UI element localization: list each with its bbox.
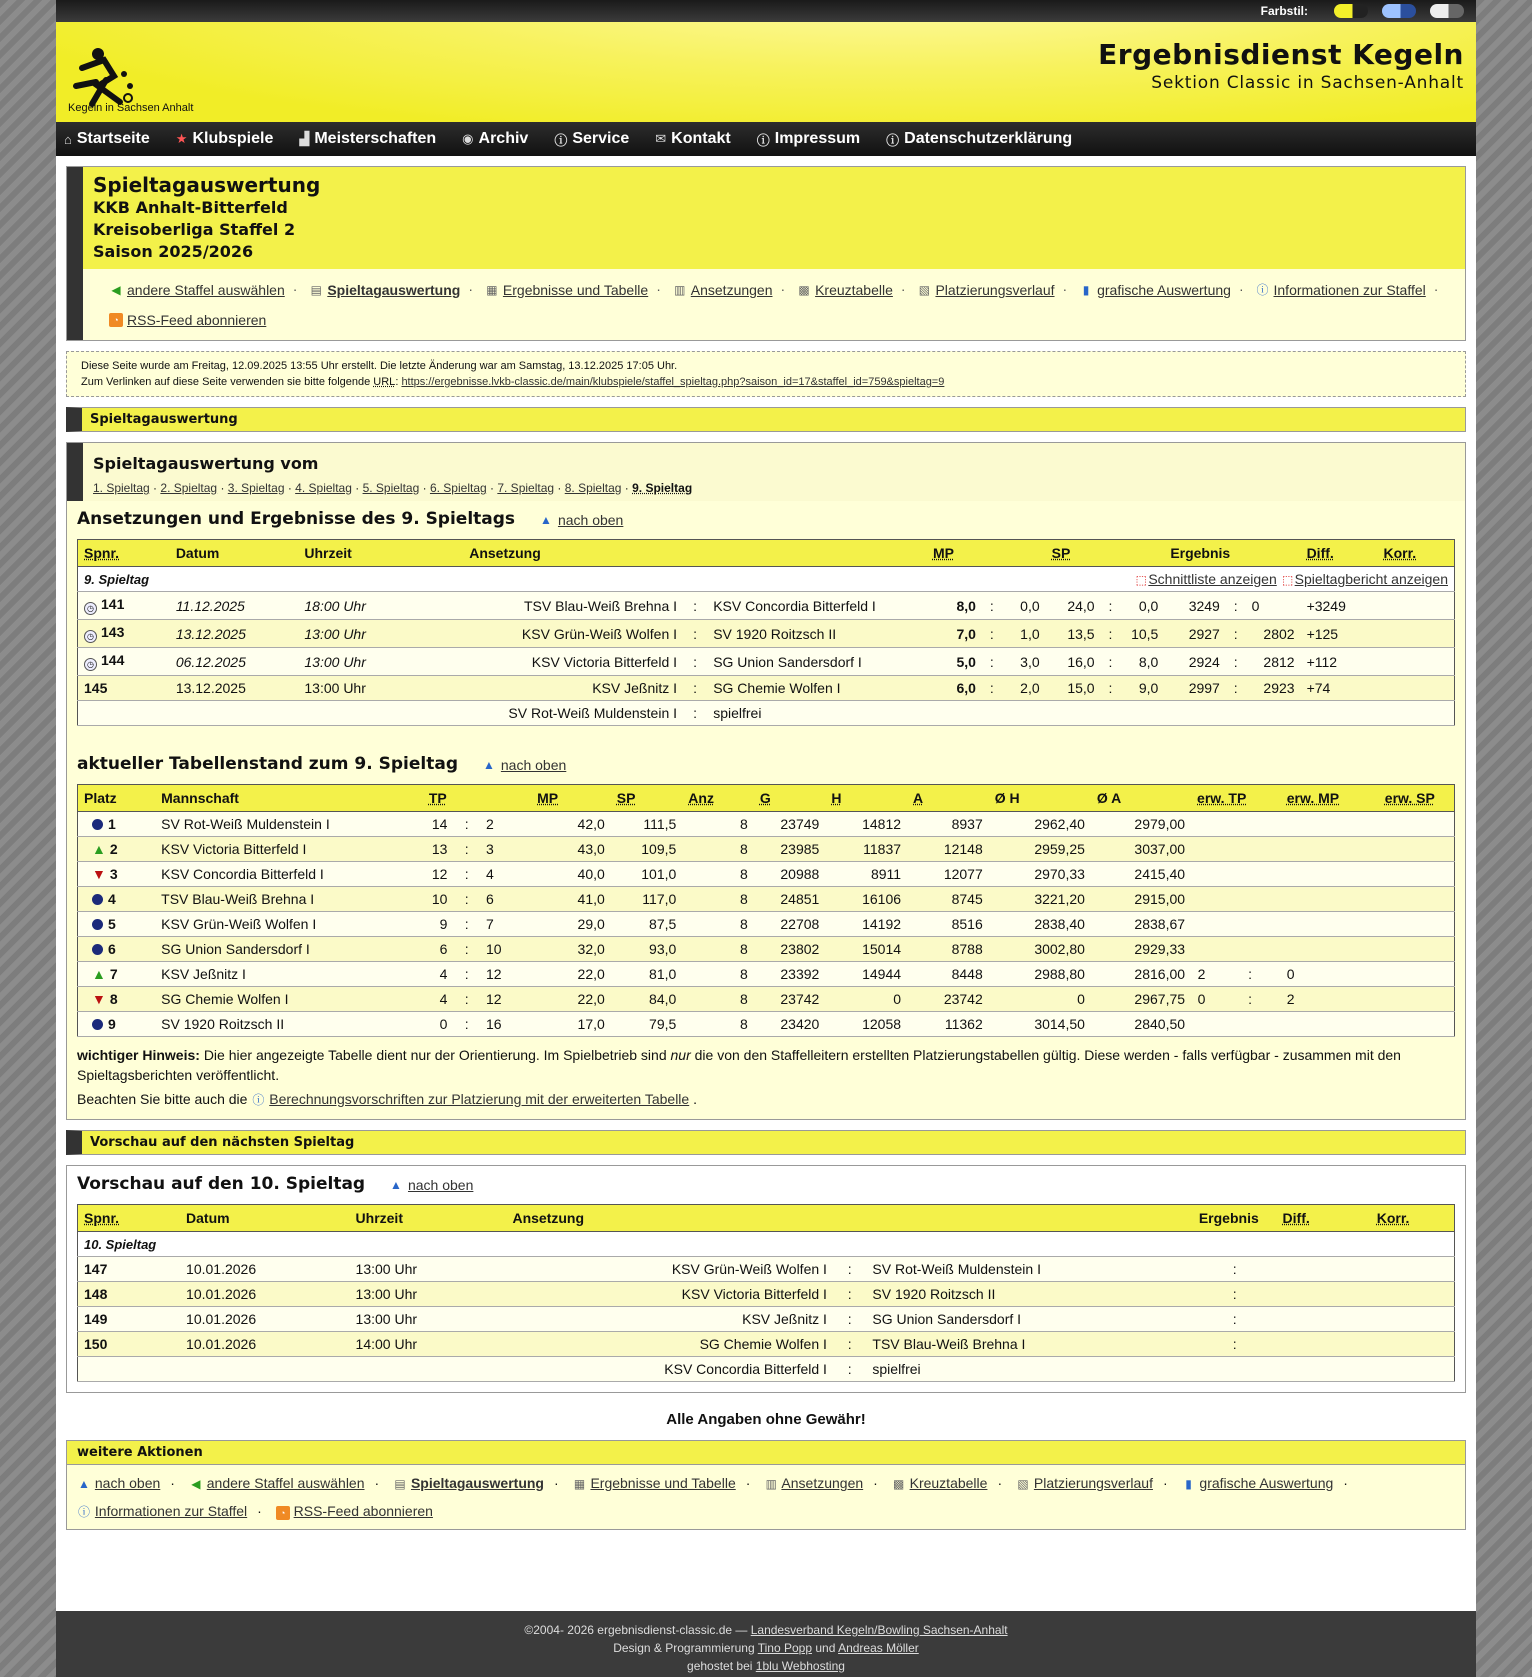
contact-icon: ✉ xyxy=(655,131,667,146)
table-row[interactable]: ◷ 144 06.12.2025 13:00 Uhr KSV Victoria Bitterfeld I : SG Union Sandersdorf I 5,0 : 3,0 16,0 : 8,0 2924 : 2812 +112 xyxy=(78,648,1455,676)
preview-panel xyxy=(66,1165,1466,1393)
table-icon: ▦ xyxy=(486,283,498,297)
style-grey-toggle[interactable] xyxy=(1430,4,1464,18)
spieltag-list: 1. Spieltag · 2. Spieltag · 3. Spieltag · 4. Spieltag · 5. Spieltag · 6. Spieltag · 7. Spieltag · 8. Spieltag · 9. Spieltag xyxy=(93,481,693,495)
col-sp[interactable]: SP xyxy=(611,785,683,812)
col-diff[interactable]: Diff. xyxy=(1277,1205,1371,1232)
arrow-up-icon: ▲ xyxy=(482,758,495,772)
site-title-sub: Sektion Classic in Sachsen-Anhalt xyxy=(1151,73,1464,93)
link-nach-oben[interactable]: nach oben xyxy=(557,512,624,528)
spieltag-selector-title: Spieltagauswertung vom xyxy=(93,454,319,473)
results-section xyxy=(67,501,1465,1119)
table-row[interactable]: 147 10.01.2026 13:00 Uhr KSV Grün-Weiß Wolfen I : SV Rot-Weiß Muldenstein I : xyxy=(78,1257,1455,1282)
more-actions-links: ▲ nach oben · ◀ andere Staffel auswählen · ▤ Spieltagauswertung · ▦ Ergebnisse und Tabelle · ▥ Ansetzungen · ▩ Kreuztabelle · ▧ Platzierungsverlauf · ▮ grafische Auswertung · ⓘ Informationen zur Staffel · ◔ RSS-Feed abonnieren xyxy=(67,1465,1465,1529)
note-label: wichtiger Hinweis: xyxy=(77,1047,200,1063)
link-rss[interactable]: RSS-Feed abonnieren xyxy=(293,1503,433,1519)
nav-label: Meisterschaften xyxy=(314,130,437,147)
content xyxy=(56,156,1476,1530)
col-mp[interactable]: MP xyxy=(927,540,1046,567)
top-bar xyxy=(56,0,1476,22)
page-info: Diese Seite wurde am Freitag, 12.09.2025 13:55 Uhr erstellt. Die letzte Änderung war am Samstag, 13.12.2025 17:05 Uhr. Zum Verlinken auf diese Seite verwenden sie bitte folgende URL: https://ergebnisse.lvkb-classic.de/main/klubspiele/staffel_spieltag.php?saison_id=17&staffel_id=759&spieltag=9 xyxy=(66,351,1466,397)
link-nach-oben[interactable]: nach oben xyxy=(94,1475,161,1491)
arrow-left-icon: ◀ xyxy=(111,283,121,297)
arrow-up-icon: ▲ xyxy=(92,841,106,857)
nav-label: Kontakt xyxy=(671,130,731,147)
nav-label: Klubspiele xyxy=(192,130,274,147)
standings-table xyxy=(77,784,1455,1037)
rss-icon: ◔ xyxy=(109,313,123,327)
footer-link-host[interactable]: 1blu Webhosting xyxy=(755,1659,845,1673)
col-datum: Datum xyxy=(170,540,299,567)
section-spieltag: Spieltagauswertung xyxy=(66,407,1466,432)
chart-line-icon: ▧ xyxy=(918,283,931,297)
note-text: . xyxy=(693,1091,697,1107)
info-icon: ⓘ xyxy=(554,132,568,148)
table-row[interactable]: ◷ 143 13.12.2025 13:00 Uhr KSV Grün-Weiß Wolfen I : SV 1920 Roitzsch II 7,0 : 1,0 13,5 : 10,5 2927 : 2802 +125 xyxy=(78,620,1455,648)
day-link-8[interactable]: 8. Spieltag xyxy=(564,481,622,495)
free-label: spielfrei xyxy=(707,701,927,726)
nav-kontakt[interactable] xyxy=(655,130,744,148)
same-position-icon xyxy=(92,1019,103,1030)
col-uhrzeit: Uhrzeit xyxy=(350,1205,507,1232)
document-icon: ▤ xyxy=(394,1477,406,1491)
col-ergebnis: Ergebnis xyxy=(1164,540,1300,567)
association: KKB Anhalt-Bitterfeld xyxy=(93,198,288,217)
info-icon: ⓘ xyxy=(1256,283,1269,297)
nav-label: Service xyxy=(572,130,630,147)
table-row: SV Rot-Weiß Muldenstein I : spielfrei xyxy=(78,701,1455,726)
nav-klubspiele[interactable] xyxy=(176,130,288,148)
url-label: URL xyxy=(373,376,396,388)
col-anz[interactable]: Anz xyxy=(682,785,754,812)
table-row[interactable]: 145 13.12.2025 13:00 Uhr KSV Jeßnitz I : SG Chemie Wolfen I 6,0 : 2,0 15,0 : 9,0 2997 : 2923 +74 xyxy=(78,676,1455,701)
table-row[interactable]: ◷ 141 11.12.2025 18:00 Uhr TSV Blau-Weiß Brehna I : KSV Concordia Bitterfeld I 8,0 : 0,0 24,0 : 0,0 3249 : 0 +3249 xyxy=(78,592,1455,620)
link-grafisch[interactable]: grafische Auswertung xyxy=(1097,282,1231,298)
footer-design: Design & Programmierung xyxy=(613,1641,755,1655)
note-emphasis: nur xyxy=(670,1047,691,1063)
group-row xyxy=(78,567,1455,592)
link-spieltag[interactable]: Spieltagauswertung xyxy=(327,282,461,298)
clock-icon: ◷ xyxy=(84,630,97,643)
group-label: 9. Spieltag xyxy=(78,567,1046,592)
link-info[interactable]: Informationen zur Staffel xyxy=(94,1503,248,1519)
arrow-up-icon: ▲ xyxy=(540,513,552,527)
table-row[interactable]: ▼ 8 SG Chemie Wolfen I 4 : 12 22,0 84,0 8 23742 0 23742 0 2967,75 0 : 2 xyxy=(78,987,1455,1012)
link-info[interactable]: Informationen zur Staffel xyxy=(1273,282,1426,298)
page xyxy=(56,0,1476,1677)
footer-und: und xyxy=(815,1641,836,1655)
nav-label: Datenschutzerklärung xyxy=(904,130,1073,147)
col-sp[interactable]: SP xyxy=(1046,540,1165,567)
more-actions-title: weitere Aktionen xyxy=(67,1441,1465,1465)
col-korr[interactable]: Korr. xyxy=(1377,540,1454,567)
table-row[interactable]: 9 SV 1920 Roitzsch II 0 : 16 17,0 79,5 8 23420 12058 11362 3014,50 2840,50 xyxy=(78,1012,1455,1037)
col-erw-tp[interactable]: erw. TP xyxy=(1191,785,1281,812)
info-icon: ⓘ xyxy=(77,1505,90,1519)
link-ergebnisse[interactable]: Ergebnisse und Tabelle xyxy=(502,282,649,298)
results-table xyxy=(77,539,1455,726)
day-link-4[interactable]: 4. Spieltag xyxy=(295,481,352,495)
section-vorschau: Vorschau auf den nächsten Spieltag xyxy=(66,1130,1466,1155)
note-rules xyxy=(77,1089,1455,1109)
link-schnittliste[interactable]: Schnittliste anzeigen xyxy=(1148,571,1277,587)
table-row[interactable]: 1 SV Rot-Weiß Muldenstein I 14 : 2 42,0 111,5 8 23749 14812 8937 2962,40 2979,00 xyxy=(78,812,1455,837)
staffel-links: ◀ andere Staffel auswählen · ▤ Spieltagauswertung · ▦ Ergebnisse und Tabelle · ▥ Ansetzungen · ▩ Kreuztabelle · ▧ Platzierungsverlauf · ▮ grafische Auswertung · ⓘ Informationen zur Staffel · ◔ RSS-Feed abonnieren xyxy=(67,269,1465,340)
nav-impressum[interactable] xyxy=(757,130,874,149)
col-spnr[interactable]: Spnr. xyxy=(78,1205,181,1232)
day-link-7[interactable]: 7. Spieltag xyxy=(497,481,555,495)
link-ansetzungen[interactable]: Ansetzungen xyxy=(781,1475,864,1491)
group-label: 10. Spieltag xyxy=(78,1232,1455,1257)
arrow-up-icon: ▲ xyxy=(390,1178,402,1192)
arrow-up-icon: ▲ xyxy=(78,1477,90,1491)
page-info-created: Diese Seite wurde am Freitag, 12.09.2025 13:55 Uhr erstellt. Die letzte Änderung war am Samstag, 13.12.2025 17:05 Uhr. xyxy=(81,360,678,372)
day-link-6[interactable]: 6. Spieltag xyxy=(429,481,487,495)
col-g[interactable]: G xyxy=(754,785,826,812)
col-oa: Ø A xyxy=(1091,785,1191,812)
day-current: 9. Spieltag xyxy=(632,481,693,495)
table-row[interactable]: 4 TSV Blau-Weiß Brehna I 10 : 6 41,0 117,0 8 24851 16106 8745 3221,20 2915,00 xyxy=(78,887,1455,912)
footer xyxy=(56,1611,1476,1677)
table-row[interactable]: ▲ 2 KSV Victoria Bitterfeld I 13 : 3 43,0 109,5 8 23985 11837 12148 2959,25 3037,00 xyxy=(78,837,1455,862)
nav-archiv[interactable] xyxy=(462,130,542,148)
footer-host-label: gehostet bei xyxy=(687,1659,753,1673)
same-position-icon xyxy=(92,944,103,955)
arrow-up-icon: ▲ xyxy=(92,966,106,982)
info-icon: ⓘ xyxy=(756,132,770,148)
cross-table-icon: ▩ xyxy=(893,1477,905,1491)
link-other-staffel[interactable]: andere Staffel auswählen xyxy=(127,282,285,298)
table-icon: ▦ xyxy=(573,1477,586,1491)
col-diff[interactable]: Diff. xyxy=(1301,540,1378,567)
standings-title: aktueller Tabellenstand zum 9. Spieltag xyxy=(77,754,458,774)
day-link-1[interactable]: 1. Spieltag xyxy=(93,481,150,495)
list-icon: ▥ xyxy=(765,1477,777,1491)
cross-table-icon: ▩ xyxy=(798,283,810,297)
nav-meisterschaften[interactable] xyxy=(299,130,450,148)
group-row xyxy=(78,1232,1455,1257)
day-link-3[interactable]: 3. Spieltag xyxy=(227,481,285,495)
preview-table xyxy=(77,1204,1455,1382)
col-erw-sp[interactable]: erw. SP xyxy=(1379,785,1455,812)
table-row[interactable]: ▲ 7 KSV Jeßnitz I 4 : 12 22,0 81,0 8 23392 14944 8448 2988,80 2816,00 2 : 0 xyxy=(78,962,1455,987)
spieltag-panel xyxy=(66,442,1466,1120)
preview-title: Vorschau auf den 10. Spieltag xyxy=(77,1174,366,1194)
col-a[interactable]: A xyxy=(907,785,989,812)
link-platzierung[interactable]: Platzierungsverlauf xyxy=(1033,1475,1153,1491)
col-mannschaft: Mannschaft xyxy=(155,785,423,812)
col-platz: Platz xyxy=(78,785,156,812)
link-ergebnisse[interactable]: Ergebnisse und Tabelle xyxy=(590,1475,736,1491)
same-position-icon xyxy=(92,819,103,830)
col-mp[interactable]: MP xyxy=(531,785,611,812)
col-uhrzeit: Uhrzeit xyxy=(298,540,463,567)
table-row[interactable]: 6 SG Union Sandersdorf I 6 : 10 32,0 93,0 8 23802 15014 8788 3002,80 2929,33 xyxy=(78,937,1455,962)
preview-section xyxy=(67,1166,1465,1392)
link-other-staffel[interactable]: andere Staffel auswählen xyxy=(206,1475,365,1491)
link-rss[interactable]: RSS-Feed abonnieren xyxy=(127,312,267,328)
arrow-down-icon: ▼ xyxy=(92,866,106,882)
pdf-icon: ⬚ xyxy=(1281,573,1294,587)
more-actions xyxy=(66,1440,1466,1530)
league: Kreisoberliga Staffel 2 xyxy=(93,220,296,239)
style-blue-toggle[interactable] xyxy=(1382,4,1416,18)
col-oh: Ø H xyxy=(989,785,1091,812)
same-position-icon xyxy=(92,894,103,905)
free-label: spielfrei xyxy=(866,1357,1192,1382)
footer-link-lv[interactable]: Landesverband Kegeln/Bowling Sachsen-Anhalt xyxy=(750,1623,1008,1637)
col-datum: Datum xyxy=(180,1205,350,1232)
bar-chart-icon: ▮ xyxy=(1185,1477,1192,1491)
day-link-2[interactable]: 2. Spieltag xyxy=(160,481,218,495)
link-platzierung[interactable]: Platzierungsverlauf xyxy=(935,282,1055,298)
title-box xyxy=(66,166,1466,341)
table-row[interactable]: ▼ 3 KSV Concordia Bitterfeld I 12 : 4 40,0 101,0 8 20988 8911 12077 2970,33 2415,40 xyxy=(78,862,1455,887)
col-ergebnis: Ergebnis xyxy=(1193,1205,1277,1232)
permalink[interactable]: https://ergebnisse.lvkb-classic.de/main/klubspiele/staffel_spieltag.php?saison_id=17&staffel_id=759&spieltag=9 xyxy=(401,376,945,388)
free-team: KSV Concordia Bitterfeld I xyxy=(506,1357,832,1382)
site-title xyxy=(1098,38,1464,93)
podium-icon: ▟ xyxy=(299,131,310,146)
arrow-down-icon: ▼ xyxy=(92,991,106,1007)
link-kreuztabelle[interactable]: Kreuztabelle xyxy=(909,1475,988,1491)
day-link-5[interactable]: 5. Spieltag xyxy=(362,481,420,495)
star-icon: ★ xyxy=(175,131,188,146)
bar-chart-icon: ▮ xyxy=(1082,283,1090,297)
season: Saison 2025/2026 xyxy=(93,242,254,261)
spieltag-selector xyxy=(67,443,1465,501)
table-row[interactable]: 148 10.01.2026 13:00 Uhr KSV Victoria Bitterfeld I : SV 1920 Roitzsch II : xyxy=(78,1282,1455,1307)
table-row[interactable]: 149 10.01.2026 13:00 Uhr KSV Jeßnitz I : SG Union Sandersdorf I : xyxy=(78,1307,1455,1332)
link-nach-oben[interactable]: nach oben xyxy=(500,757,567,773)
page-title: Spieltagauswertung xyxy=(93,173,321,197)
pdf-icon: ⬚ xyxy=(1135,573,1148,587)
link-kreuztabelle[interactable]: Kreuztabelle xyxy=(815,282,893,298)
nav-service[interactable] xyxy=(554,130,643,149)
nav-label: Impressum xyxy=(774,130,861,147)
same-position-icon xyxy=(92,919,103,930)
style-yellow-toggle[interactable] xyxy=(1334,4,1368,18)
nav-label: Startseite xyxy=(76,130,150,147)
col-spnr[interactable]: Spnr. xyxy=(78,540,170,567)
link-spieltagbericht[interactable]: Spieltagbericht anzeigen xyxy=(1294,571,1448,587)
link-spieltag[interactable]: Spieltagauswertung xyxy=(410,1475,544,1491)
link-berechnung[interactable]: Berechnungsvorschriften zur Platzierung mit der erweiterten Tabelle xyxy=(269,1091,690,1107)
note-text: die von den Staffelleitern erstellten Platzierungstabellen gültig. Diese werden - falls verfügbar - zusammen mit den Spieltagsberichten veröffentlicht. xyxy=(77,1047,1401,1083)
footer-link-author2[interactable]: Andreas Möller xyxy=(838,1641,919,1655)
page-info-prefix: Zum Verlinken auf diese Seite verwenden sie bitte folgende xyxy=(81,376,371,388)
note-text: Beachten Sie bitte auch die xyxy=(77,1091,248,1107)
footer-link-author1[interactable]: Tino Popp xyxy=(757,1641,813,1655)
link-grafisch[interactable]: grafische Auswertung xyxy=(1199,1475,1334,1491)
clock-icon: ◷ xyxy=(84,602,97,615)
nav-label: Archiv xyxy=(478,130,529,147)
link-ansetzungen[interactable]: Ansetzungen xyxy=(690,282,773,298)
color-style-label: Farbstil: xyxy=(1260,4,1308,18)
list-icon: ▥ xyxy=(674,283,686,297)
logo-text: Kegeln in Sachsen Anhalt xyxy=(68,102,194,114)
home-icon: ⌂ xyxy=(64,131,72,147)
table-row[interactable]: 5 KSV Grün-Weiß Wolfen I 9 : 7 29,0 87,5 8 22708 14192 8516 2838,40 2838,67 xyxy=(78,912,1455,937)
disclaimer: Alle Angaben ohne Gewähr! xyxy=(666,1411,866,1428)
main-nav xyxy=(56,122,1476,156)
col-korr[interactable]: Korr. xyxy=(1371,1205,1455,1232)
col-tp[interactable]: TP xyxy=(423,785,531,812)
archive-icon: ◉ xyxy=(462,131,474,146)
results-title: Ansetzungen und Ergebnisse des 9. Spieltags xyxy=(77,509,516,529)
document-icon: ▤ xyxy=(310,283,322,297)
site-title-main: Ergebnisdienst Kegeln xyxy=(1098,38,1464,71)
title-box-head xyxy=(67,167,1465,269)
nav-startseite[interactable] xyxy=(64,130,164,148)
note-text: Die hier angezeigte Tabelle dient nur der Orientierung. Im Spielbetrieb sind xyxy=(203,1047,667,1063)
info-icon: ⓘ xyxy=(886,132,900,148)
arrow-left-icon: ◀ xyxy=(191,1477,201,1491)
site-header xyxy=(56,22,1476,122)
col-erw-mp[interactable]: erw. MP xyxy=(1281,785,1379,812)
footer-copyright: ©2004- 2026 ergebnisdienst-classic.de — xyxy=(524,1623,748,1637)
link-nach-oben[interactable]: nach oben xyxy=(407,1177,474,1193)
col-ansetzung: Ansetzung xyxy=(506,1205,1192,1232)
table-row: KSV Concordia Bitterfeld I : spielfrei xyxy=(78,1357,1455,1382)
col-ansetzung: Ansetzung xyxy=(463,540,927,567)
info-icon: ⓘ xyxy=(252,1093,265,1107)
chart-line-icon: ▧ xyxy=(1017,1477,1029,1491)
important-note xyxy=(77,1045,1455,1085)
nav-datenschutz[interactable] xyxy=(886,130,1086,149)
col-h[interactable]: H xyxy=(825,785,907,812)
clock-icon: ◷ xyxy=(84,658,97,671)
rss-icon: ◔ xyxy=(276,1506,290,1520)
table-row[interactable]: 150 10.01.2026 14:00 Uhr SG Chemie Wolfen I : TSV Blau-Weiß Brehna I : xyxy=(78,1332,1455,1357)
free-team: SV Rot-Weiß Muldenstein I xyxy=(463,701,683,726)
